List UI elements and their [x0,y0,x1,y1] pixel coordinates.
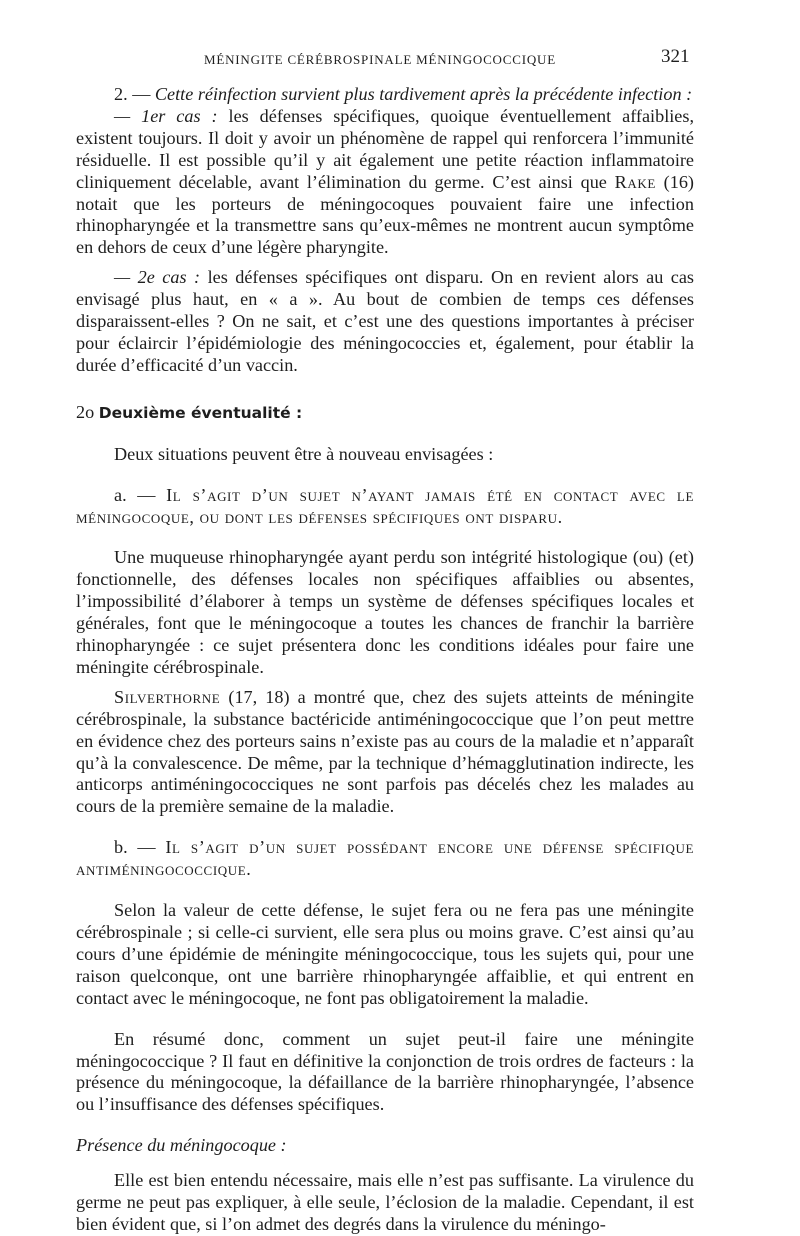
silverthorne-text: (17, 18) a montré que, chez des sujets atteints de méningite cérébrospinale, la substance bactéricide antiméningococcique que l’on peut mettre en évidence chez des porteurs sains n’existe pas au cours de la maladie et n’apparaît qu’à la convalescence. De même, par la technique d’hémagglutination indirecte, les anticorps antiméningococciques ne sont parfois pas décelés chez les malades au cours de la première semaine de la maladie. [76,686,694,817]
case-1-text-a: les défenses spécifiques, quoique éventuellement affaiblies, existent toujours. Il doit y avoir un phénomène de rappel qui renforcera l’immunité résiduelle. Il est possible qu’il y ait également une petite réaction inflammatoire cliniquement décelable, avant l’élimination du germe. C’est ainsi que [76,105,695,192]
case-a-title: Il s’agit d’un sujet n’ayant jamais été en contact avec le méningocoque, ou dont les défenses spécifiques ont disparu. [76,484,695,527]
mucosa-paragraph: Une muqueuse rhinopharyngée ayant perdu son intégrité histologique (ou) (et) fonctionnelle, des défenses locales non spécifiques affaiblies ou absentes, l’impossibilité d’élaborer à temps un système de défenses spécifiques locales et générales, font que le méningocoque a toutes les chances de franchir la barrière rhinopharyngée : ce sujet présentera donc les conditions idéales pour faire une méningite cérébrospinale. [76,547,694,677]
case-2-text: les défenses spécifiques ont disparu. On en revient alors au cas envisagé plus haut, en « a ». Au bout de combien de temps ces défenses disparaissent-elles ? On ne sait, et c’est une des questions importantes à préciser pour éclaircir l’épidémiologie des méningococcies et, également, pour établir la durée d’efficacité d’un vaccin. [76,267,694,375]
case-a-heading [76,485,694,529]
body-text [76,84,694,1236]
case-2-label: — 2e cas : [114,267,201,288]
section-title: Cette réinfection survient plus tardivement après la précédente infection : [154,84,693,104]
section-2-heading [76,84,694,106]
running-title: MÉNINGITE CÉRÉBROSPINALE MÉNINGOCOCCIQUE [204,52,556,67]
intro-paragraph: Deux situations peuvent être à nouveau envisagées : [114,443,494,464]
final-paragraph: Elle est bien entendu nécessaire, mais elle n’est pas suffisante. La virulence du germe ne peut pas expliquer, à elle seule, l’éclosion de la maladie. Cependant, il est bien évident que, si l’on admet des degrés dans la virulence du méningo- [76,1170,694,1234]
case-b-title: Il s’agit d’un sujet possédant encore une défense spécifique antiméningococcique. [76,837,694,880]
case-1-text-b: (16) notait que les porteurs de méningocoques pouvaient faire une infection rhinopharyngée et la transmettre sans qu’eux-mêmes ne montrent aucun symptôme en dehors de ceux d’une légère pharyngite. [76,171,694,258]
author-silverthorne: Silverthorne [114,686,221,707]
section-number: 2. — [114,84,151,104]
case-2-paragraph [76,267,694,377]
case-1-label: — 1er cas : [114,105,218,126]
page-header [0,44,800,74]
presence-subheading: Présence du méningocoque : [76,1135,287,1156]
case-b-label: b. — [114,837,156,858]
page-number: 321 [661,46,690,67]
heading-number: 2o [76,401,95,422]
case-1-paragraph [76,106,694,259]
silverthorne-paragraph [76,687,694,818]
case-b-heading [76,837,694,881]
deuxieme-eventualite-heading [76,402,694,425]
heading-title: Deuxième éventualité : [98,403,303,422]
selon-paragraph: Selon la valeur de cette défense, le sujet fera ou ne fera pas une méningite cérébrospinale ; si celle-ci survient, elle sera plus ou moins grave. C’est ainsi qu’au cours d’une épidémie de méningite méningococcique, tous les sujets qui, pour une raison quelconque, ont une barrière rhinopharyngée affaiblie, et qui entrent en contact avec le méningocoque, ne font pas obligatoirement la maladie. [76,900,694,1008]
author-rake: Rake [614,171,656,192]
resume-paragraph: En résumé donc, comment un sujet peut-il faire une méningite méningococcique ? Il faut en définitive la conjonction de trois ordres de facteurs : la présence du méningocoque, la défaillance de la barrière rhinopharyngée, l’absence ou l’insuffisance des défenses spécifiques. [76,1028,694,1115]
case-a-label: a. — [114,484,156,505]
